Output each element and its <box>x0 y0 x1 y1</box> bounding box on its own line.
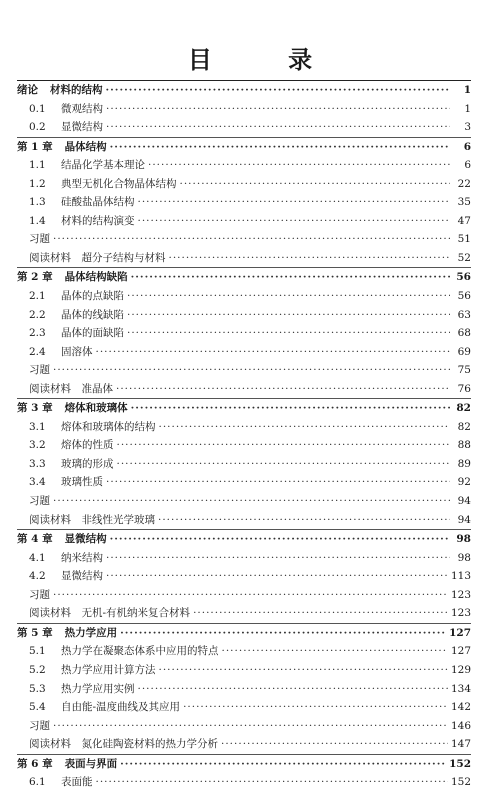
dot-leader <box>110 138 450 157</box>
toc-section-entry[interactable] <box>17 306 471 325</box>
page-title: 目 录 <box>187 45 347 74</box>
toc-page-number: 63 <box>457 308 471 321</box>
toc-page-number: 22 <box>457 177 471 190</box>
toc-page-number: 94 <box>457 513 471 526</box>
toc-entry-title: 阅读材料 非线性光学玻璃 <box>29 513 155 526</box>
toc-entry-title: 热力学应用实例 <box>61 682 135 695</box>
toc-section-entry[interactable] <box>17 324 471 343</box>
dot-leader <box>127 287 450 306</box>
dot-leader <box>127 324 450 343</box>
toc-page-number: 152 <box>449 757 471 770</box>
toc-entry-title: 阅读材料 准晶体 <box>29 382 113 395</box>
toc-entry-number: 6.1 <box>29 776 46 789</box>
toc-entry-title: 熔体的性质 <box>61 439 114 452</box>
toc-entry-number: 5.4 <box>29 701 46 714</box>
toc-entry-number: 0.2 <box>29 121 46 134</box>
toc-entry-title: 热力学应用计算方法 <box>61 663 156 676</box>
dot-leader <box>183 698 448 717</box>
dot-leader <box>180 175 451 194</box>
toc-chapter-entry[interactable] <box>17 138 471 157</box>
toc-section-entry[interactable] <box>17 549 471 568</box>
dot-leader <box>193 604 448 623</box>
dot-leader <box>159 418 451 437</box>
dot-leader <box>117 455 451 474</box>
toc-page-number: 68 <box>457 327 471 340</box>
dot-leader <box>138 680 448 699</box>
toc-entry-title: 表面能 <box>61 776 93 789</box>
toc-entry-title: 习题 <box>29 364 50 377</box>
toc-page-number: 69 <box>457 345 471 358</box>
toc-page-number: 98 <box>456 533 471 546</box>
toc-entry-number: 2.3 <box>29 327 46 340</box>
toc-entry-title: 硅酸盐晶体结构 <box>61 196 135 209</box>
toc-entry-number: 3.4 <box>29 476 46 489</box>
toc-page-number: 75 <box>457 364 471 377</box>
toc-misc-entry[interactable] <box>17 604 471 623</box>
toc-page-number: 1 <box>464 102 471 115</box>
toc-entry-title: 纳米结构 <box>61 551 103 564</box>
toc-page-number: 129 <box>450 663 471 676</box>
toc-entry-title: 熔体和玻璃体的结构 <box>61 420 156 433</box>
toc-entry-number: 第 6 章 <box>17 757 53 770</box>
toc-page-number: 142 <box>450 701 471 714</box>
toc-section-entry[interactable] <box>17 680 471 699</box>
toc-page-number: 147 <box>450 738 471 751</box>
dot-leader <box>169 249 451 268</box>
toc-page-number: 76 <box>457 382 471 395</box>
toc-section-entry[interactable] <box>17 100 471 119</box>
toc-entry-title: 材料的结构演变 <box>61 214 135 227</box>
toc-entry-title: 表面与界面 <box>64 757 118 770</box>
toc-page-number: 134 <box>450 682 471 695</box>
toc-entry-title: 显微结构 <box>64 533 107 546</box>
toc-entry-title: 显微结构 <box>61 570 103 583</box>
dot-leader <box>53 492 450 511</box>
dot-leader <box>117 436 451 455</box>
toc-page-number: 89 <box>457 457 471 470</box>
toc-entry-number: 3.3 <box>29 457 46 470</box>
toc-misc-entry[interactable] <box>17 717 471 736</box>
dot-leader <box>106 549 450 568</box>
toc-entry-title: 玻璃性质 <box>61 476 103 489</box>
dot-leader <box>53 717 448 736</box>
toc-entry-title: 显微结构 <box>61 121 103 134</box>
toc-section-entry[interactable] <box>17 212 471 231</box>
toc-entry-number: 1.3 <box>29 196 46 209</box>
toc-entry-title: 结晶化学基本理论 <box>61 159 145 172</box>
toc-entry-number: 5.3 <box>29 682 46 695</box>
toc-page-number: 113 <box>450 570 471 583</box>
toc-section-entry[interactable] <box>17 642 471 661</box>
toc-section-entry[interactable] <box>17 287 471 306</box>
toc-entry-number: 3.1 <box>29 420 46 433</box>
dot-leader <box>106 473 450 492</box>
toc-section-entry[interactable] <box>17 436 471 455</box>
toc-entry-title: 阅读材料 超分子结构与材料 <box>29 251 166 264</box>
toc-section-entry[interactable] <box>17 698 471 717</box>
toc-entry-title: 阅读材料 无机-有机纳米复合材料 <box>29 607 191 620</box>
toc-page-number: 3 <box>464 121 471 134</box>
toc-page-number: 88 <box>457 439 471 452</box>
toc-section-entry[interactable] <box>17 773 471 792</box>
toc-entry-number: 第 4 章 <box>17 533 53 546</box>
toc-chapter-entry[interactable] <box>17 399 471 418</box>
toc-entry-number: 4.1 <box>29 551 46 564</box>
toc-misc-entry[interactable] <box>17 361 471 380</box>
toc-section-entry[interactable] <box>17 473 471 492</box>
dot-leader <box>138 193 451 212</box>
toc-entry-number: 3.2 <box>29 439 46 452</box>
toc-entry-number: 5.2 <box>29 663 46 676</box>
toc-misc-entry[interactable] <box>17 586 471 605</box>
toc-page-number: 92 <box>457 476 471 489</box>
toc-page-number: 47 <box>457 214 471 227</box>
dot-leader <box>138 212 451 231</box>
toc-entry-title: 习题 <box>29 588 50 601</box>
dot-leader <box>120 624 446 643</box>
toc-page-number: 1 <box>463 84 471 96</box>
toc-section-entry[interactable] <box>17 156 471 175</box>
table-of-contents <box>17 81 471 792</box>
toc-entry-title: 典型无机化合物晶体结构 <box>61 177 177 190</box>
dot-leader <box>106 100 450 119</box>
toc-entry-title: 熔体和玻璃体 <box>64 402 128 415</box>
toc-entry-number: 1.2 <box>29 177 46 190</box>
toc-entry-title: 热力学在凝聚态体系中应用的特点 <box>61 645 219 658</box>
toc-misc-entry[interactable] <box>17 735 471 754</box>
dot-leader <box>53 361 450 380</box>
dot-leader <box>106 567 448 586</box>
toc-page-number: 56 <box>456 271 471 284</box>
toc-misc-entry[interactable] <box>17 230 471 249</box>
toc-entry-title: 晶体结构 <box>64 140 107 153</box>
toc-page-number: 146 <box>450 719 471 732</box>
toc-section-entry[interactable] <box>17 567 471 586</box>
toc-chapter-entry[interactable] <box>17 268 471 287</box>
toc-entry-number: 第 5 章 <box>17 626 53 639</box>
dot-leader <box>110 530 450 549</box>
toc-section-entry[interactable] <box>17 343 471 362</box>
toc-section-entry[interactable] <box>17 455 471 474</box>
toc-entry-number: 0.1 <box>29 102 46 115</box>
toc-page-number: 123 <box>450 588 471 601</box>
dot-leader <box>96 773 448 792</box>
toc-page-number: 98 <box>457 551 471 564</box>
toc-entry-number: 第 2 章 <box>17 271 53 284</box>
toc-entry-title: 热力学应用 <box>64 626 118 639</box>
toc-entry-title: 微观结构 <box>61 102 103 115</box>
toc-misc-entry[interactable] <box>17 249 471 268</box>
toc-misc-entry[interactable] <box>17 492 471 511</box>
toc-chapter-entry[interactable] <box>17 81 471 100</box>
dot-leader <box>53 586 448 605</box>
toc-entry-title: 玻璃的形成 <box>61 457 114 470</box>
dot-leader <box>127 306 450 325</box>
toc-entry-number: 1.4 <box>29 214 46 227</box>
toc-page-number: 52 <box>457 251 471 264</box>
toc-entry-title: 习题 <box>29 719 50 732</box>
dot-leader <box>96 343 451 362</box>
toc-entry-number: 2.4 <box>29 345 46 358</box>
toc-page-number: 82 <box>457 420 471 433</box>
dot-leader <box>131 399 450 418</box>
toc-page-number: 56 <box>457 290 471 303</box>
toc-chapter-entry[interactable] <box>17 530 471 549</box>
toc-misc-entry[interactable] <box>17 511 471 530</box>
dot-leader <box>116 380 450 399</box>
toc-misc-entry[interactable] <box>17 380 471 399</box>
dot-leader <box>159 661 448 680</box>
dot-leader <box>106 118 450 137</box>
toc-page-number: 35 <box>457 196 471 209</box>
toc-entry-number: 1.1 <box>29 159 46 172</box>
toc-page-number: 127 <box>449 626 471 639</box>
toc-entry-number: 5.1 <box>29 645 46 658</box>
toc-page-number: 94 <box>457 495 471 508</box>
toc-section-entry[interactable] <box>17 118 471 137</box>
toc-entry-title: 材料的结构 <box>50 84 103 96</box>
dot-leader <box>131 268 450 287</box>
toc-entry-number: 2.2 <box>29 308 46 321</box>
dot-leader <box>53 230 450 249</box>
toc-entry-title: 习题 <box>29 233 50 246</box>
toc-section-entry[interactable] <box>17 661 471 680</box>
toc-chapter-entry[interactable] <box>17 624 471 643</box>
toc-entry-number: 4.2 <box>29 570 46 583</box>
toc-page-number: 123 <box>450 607 471 620</box>
toc-section-entry[interactable] <box>17 418 471 437</box>
toc-section-entry[interactable] <box>17 193 471 212</box>
dot-leader <box>221 735 448 754</box>
toc-page-number: 51 <box>457 233 471 246</box>
toc-entry-title: 晶体的面缺陷 <box>61 327 124 340</box>
toc-section-entry[interactable] <box>17 175 471 194</box>
toc-entry-title: 固溶体 <box>61 345 93 358</box>
dot-leader <box>158 511 450 530</box>
toc-entry-number: 第 1 章 <box>17 140 53 153</box>
toc-entry-title: 习题 <box>29 495 50 508</box>
toc-entry-number: 2.1 <box>29 290 46 303</box>
dot-leader <box>120 755 446 774</box>
toc-page-number: 6 <box>463 140 471 153</box>
toc-entry-number: 第 3 章 <box>17 402 53 415</box>
dot-leader <box>148 156 450 175</box>
toc-entry-title: 阅读材料 氮化硅陶瓷材料的热力学分析 <box>29 738 218 751</box>
dot-leader <box>222 642 448 661</box>
toc-chapter-entry[interactable] <box>17 755 471 774</box>
toc-page-number: 127 <box>450 645 471 658</box>
toc-entry-title: 晶体结构缺陷 <box>64 271 128 284</box>
toc-entry-title: 自由能-温度曲线及其应用 <box>61 701 181 714</box>
toc-page-number: 6 <box>464 159 471 172</box>
dot-leader <box>106 81 451 100</box>
toc-entry-title: 晶体的线缺陷 <box>61 308 124 321</box>
toc-entry-number: 绪论 <box>17 84 38 96</box>
toc-entry-title: 晶体的点缺陷 <box>61 290 124 303</box>
toc-page-number: 152 <box>450 776 471 789</box>
toc-page-number: 82 <box>456 402 471 415</box>
